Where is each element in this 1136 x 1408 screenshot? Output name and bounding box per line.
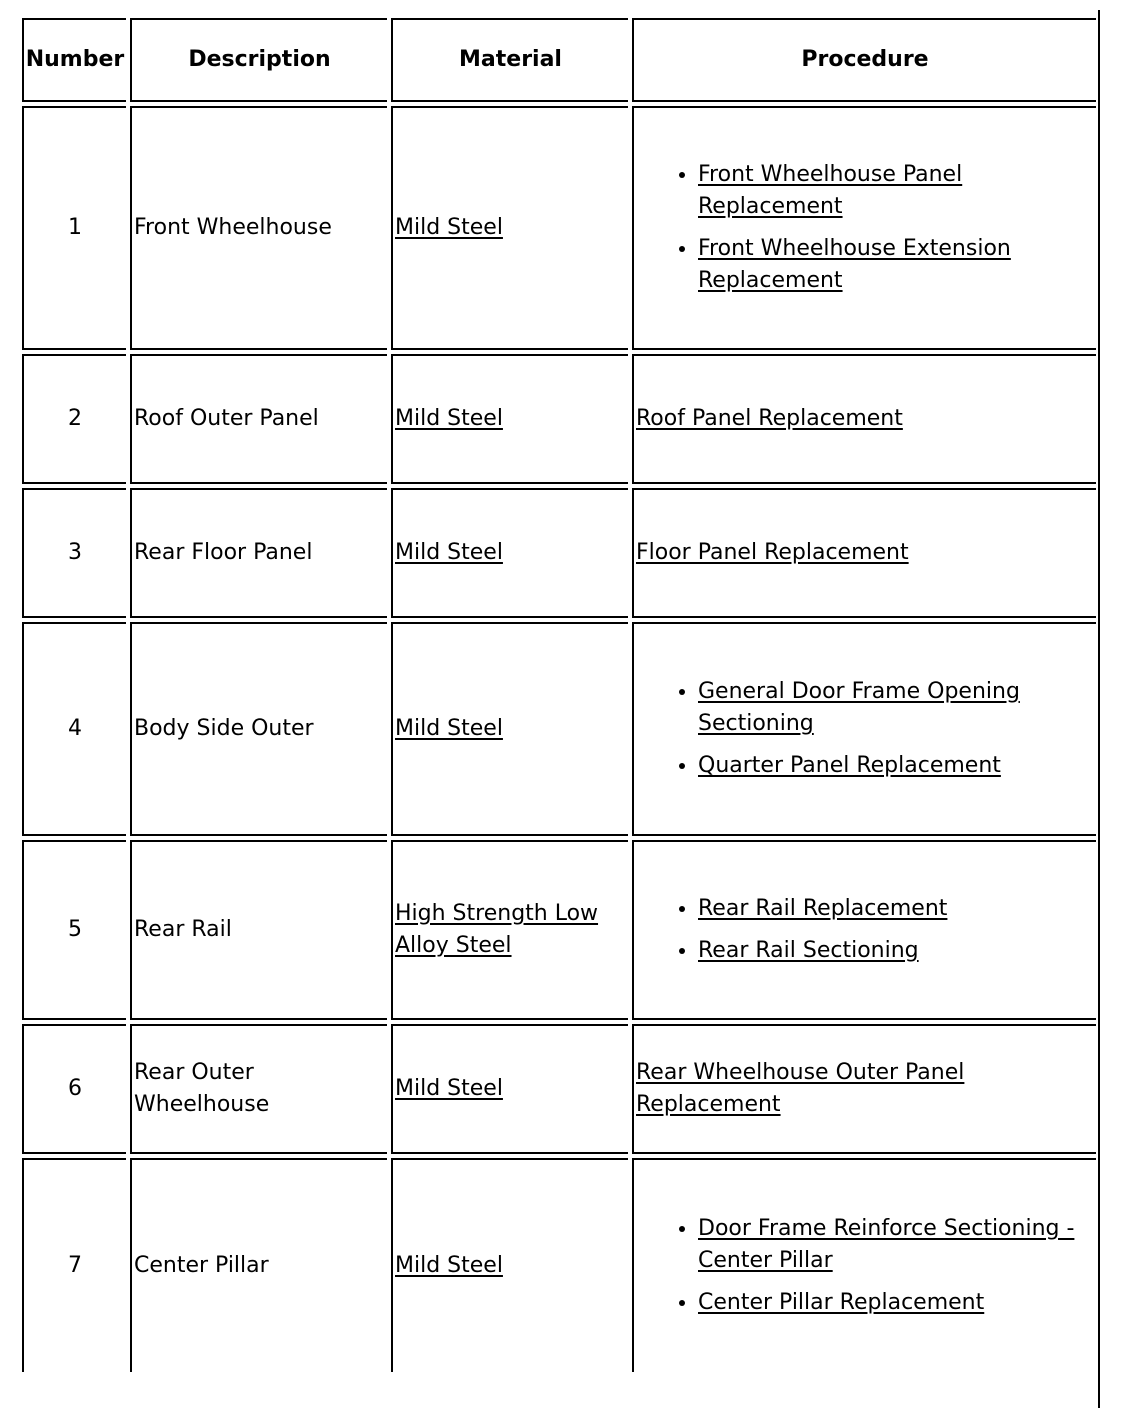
row-number: 6 xyxy=(22,1024,126,1154)
procedure-link[interactable]: Quarter Panel Replacement xyxy=(698,753,1001,778)
header-material: Material xyxy=(391,18,628,102)
row-procedure-cell xyxy=(632,106,1096,350)
table-row xyxy=(22,106,1096,350)
row-material-cell xyxy=(391,1158,628,1372)
procedure-list xyxy=(636,893,1096,967)
row-number: 1 xyxy=(22,106,126,350)
material-link[interactable]: High Strength Low Alloy Steel xyxy=(395,901,599,958)
procedure-item xyxy=(698,750,1096,782)
procedure-item xyxy=(698,159,1096,223)
row-material-cell xyxy=(391,622,628,836)
row-procedure-cell xyxy=(632,622,1096,836)
table-body xyxy=(22,106,1096,1372)
procedure-link[interactable]: Rear Rail Replacement xyxy=(698,896,948,921)
row-material-cell xyxy=(391,354,628,484)
procedure-list xyxy=(636,159,1096,297)
row-procedure-cell xyxy=(632,1024,1096,1154)
procedure-list xyxy=(636,676,1096,782)
header-row xyxy=(22,18,1096,102)
header-description: Description xyxy=(130,18,387,102)
material-link[interactable]: Mild Steel xyxy=(395,215,503,240)
row-description: Center Pillar xyxy=(130,1158,387,1372)
row-material-cell xyxy=(391,840,628,1020)
procedure-link[interactable]: Front Wheelhouse Panel Replacement xyxy=(698,162,963,219)
row-description: Roof Outer Panel xyxy=(130,354,387,484)
row-number: 2 xyxy=(22,354,126,484)
row-number: 7 xyxy=(22,1158,126,1372)
row-description: Front Wheelhouse xyxy=(130,106,387,350)
row-number: 5 xyxy=(22,840,126,1020)
procedure-link[interactable]: General Door Frame Opening Sectioning xyxy=(698,679,1020,736)
parts-table xyxy=(18,14,1100,1376)
row-procedure-cell xyxy=(632,840,1096,1020)
material-link[interactable]: Mild Steel xyxy=(395,540,503,565)
procedure-link[interactable]: Front Wheelhouse Extension Replacement xyxy=(698,236,1011,293)
table-row xyxy=(22,354,1096,484)
procedure-link[interactable]: Rear Wheelhouse Outer Panel Replacement xyxy=(636,1060,965,1117)
row-material-cell xyxy=(391,488,628,618)
table-row xyxy=(22,1024,1096,1154)
header-procedure: Procedure xyxy=(632,18,1096,102)
procedure-link[interactable]: Door Frame Reinforce Sectioning - Center Pillar xyxy=(698,1216,1075,1273)
procedure-item xyxy=(698,935,1096,967)
procedure-link[interactable]: Center Pillar Replacement xyxy=(698,1290,985,1315)
row-material-cell xyxy=(391,1024,628,1154)
row-material-cell xyxy=(391,106,628,350)
row-description: Rear Floor Panel xyxy=(130,488,387,618)
table-header xyxy=(22,18,1096,102)
row-procedure-cell xyxy=(632,354,1096,484)
row-number: 3 xyxy=(22,488,126,618)
procedure-item xyxy=(698,1213,1096,1277)
row-description: Body Side Outer xyxy=(130,622,387,836)
row-procedure-cell xyxy=(632,488,1096,618)
procedure-item xyxy=(698,676,1096,740)
row-procedure-cell xyxy=(632,1158,1096,1372)
material-link[interactable]: Mild Steel xyxy=(395,1076,503,1101)
material-link[interactable]: Mild Steel xyxy=(395,406,503,431)
procedure-link[interactable]: Roof Panel Replacement xyxy=(636,406,903,431)
table-row xyxy=(22,488,1096,618)
procedure-link[interactable]: Rear Rail Sectioning xyxy=(698,938,919,963)
procedure-item xyxy=(698,893,1096,925)
row-description: Rear Rail xyxy=(130,840,387,1020)
table-row xyxy=(22,1158,1096,1372)
material-link[interactable]: Mild Steel xyxy=(395,1253,503,1278)
table-row xyxy=(22,840,1096,1020)
row-description: Rear Outer Wheelhouse xyxy=(130,1024,387,1154)
table-row xyxy=(22,622,1096,836)
row-number: 4 xyxy=(22,622,126,836)
header-number: Number xyxy=(22,18,126,102)
material-link[interactable]: Mild Steel xyxy=(395,716,503,741)
procedure-list xyxy=(636,1213,1096,1319)
procedure-item xyxy=(698,1287,1096,1319)
procedure-item xyxy=(698,233,1096,297)
procedure-link[interactable]: Floor Panel Replacement xyxy=(636,540,909,565)
